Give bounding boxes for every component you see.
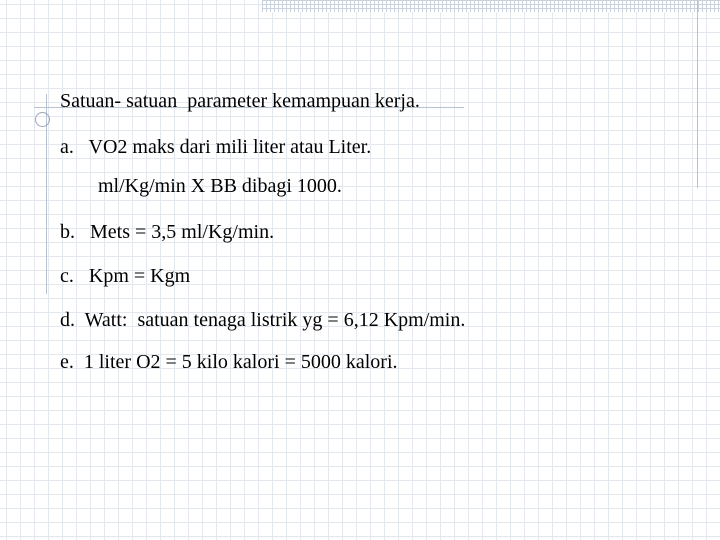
list-item-c: c. Kpm = Kgm: [60, 265, 191, 287]
list-item-d: d. Watt: satuan tenaga listrik yg = 6,12 Kpm/min.: [60, 309, 466, 331]
decorative-vertical-line-right: [697, 0, 698, 188]
slide-content: [60, 88, 466, 373]
list-item-b: b. Mets = 3,5 ml/Kg/min.: [60, 221, 275, 243]
decorative-header-band: [262, 0, 720, 12]
list-item-a: a. VO2 maks dari mili liter atau Liter.: [60, 136, 372, 158]
crosshair-circle-icon: [35, 112, 50, 127]
list-item-a-continuation: ml/Kg/min X BB dibagi 1000.: [98, 175, 342, 197]
list-item-e: e. 1 liter O2 = 5 kilo kalori = 5000 kalori.: [60, 351, 398, 373]
slide-heading: Satuan- satuan parameter kemampuan kerja.: [60, 90, 420, 112]
